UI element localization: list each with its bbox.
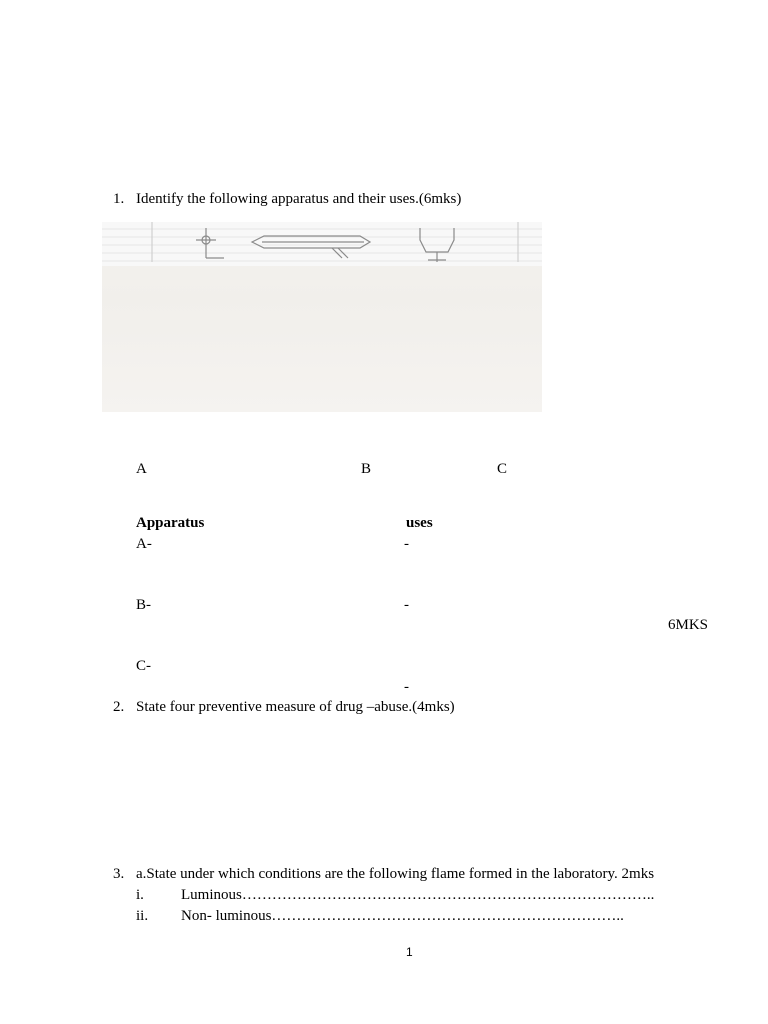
- apparatus-b-drawing: [252, 236, 370, 258]
- row-c-use: -: [404, 679, 409, 695]
- marks-6mks: 6MKS: [668, 617, 709, 633]
- label-b: B: [361, 461, 372, 477]
- label-c: C: [497, 461, 508, 477]
- q2-text: State four preventive measure of drug –abuse.(4mks): [136, 699, 455, 715]
- apparatus-a-drawing: [196, 228, 224, 258]
- q3-item-i-numeral: i.: [136, 887, 144, 903]
- row-b-apparatus: B-: [136, 597, 151, 613]
- label-a: A: [136, 461, 147, 477]
- row-b-use: -: [404, 597, 409, 613]
- q1-text: Identify the following apparatus and their uses.(6mks): [136, 191, 462, 207]
- row-a-use: -: [404, 536, 409, 552]
- row-c-apparatus: C-: [136, 658, 151, 674]
- q1-number: 1.: [113, 191, 125, 207]
- apparatus-c-drawing: [420, 228, 454, 262]
- row-a-apparatus: A-: [136, 536, 152, 552]
- apparatus-figure: [102, 222, 542, 412]
- q3-item-i-text: Luminous………………………………………………………………………..: [181, 887, 655, 903]
- header-uses: uses: [406, 515, 433, 531]
- q3-number: 3.: [113, 866, 125, 882]
- page-number: 1: [406, 945, 413, 959]
- q3-text: a.State under which conditions are the following flame formed in the laboratory. 2mks: [136, 866, 655, 882]
- q3-item-ii-numeral: ii.: [136, 908, 149, 924]
- q2-number: 2.: [113, 699, 125, 715]
- q3-item-ii-text: Non- luminous……………………………………………………………..: [181, 908, 624, 924]
- header-apparatus: Apparatus: [136, 515, 205, 531]
